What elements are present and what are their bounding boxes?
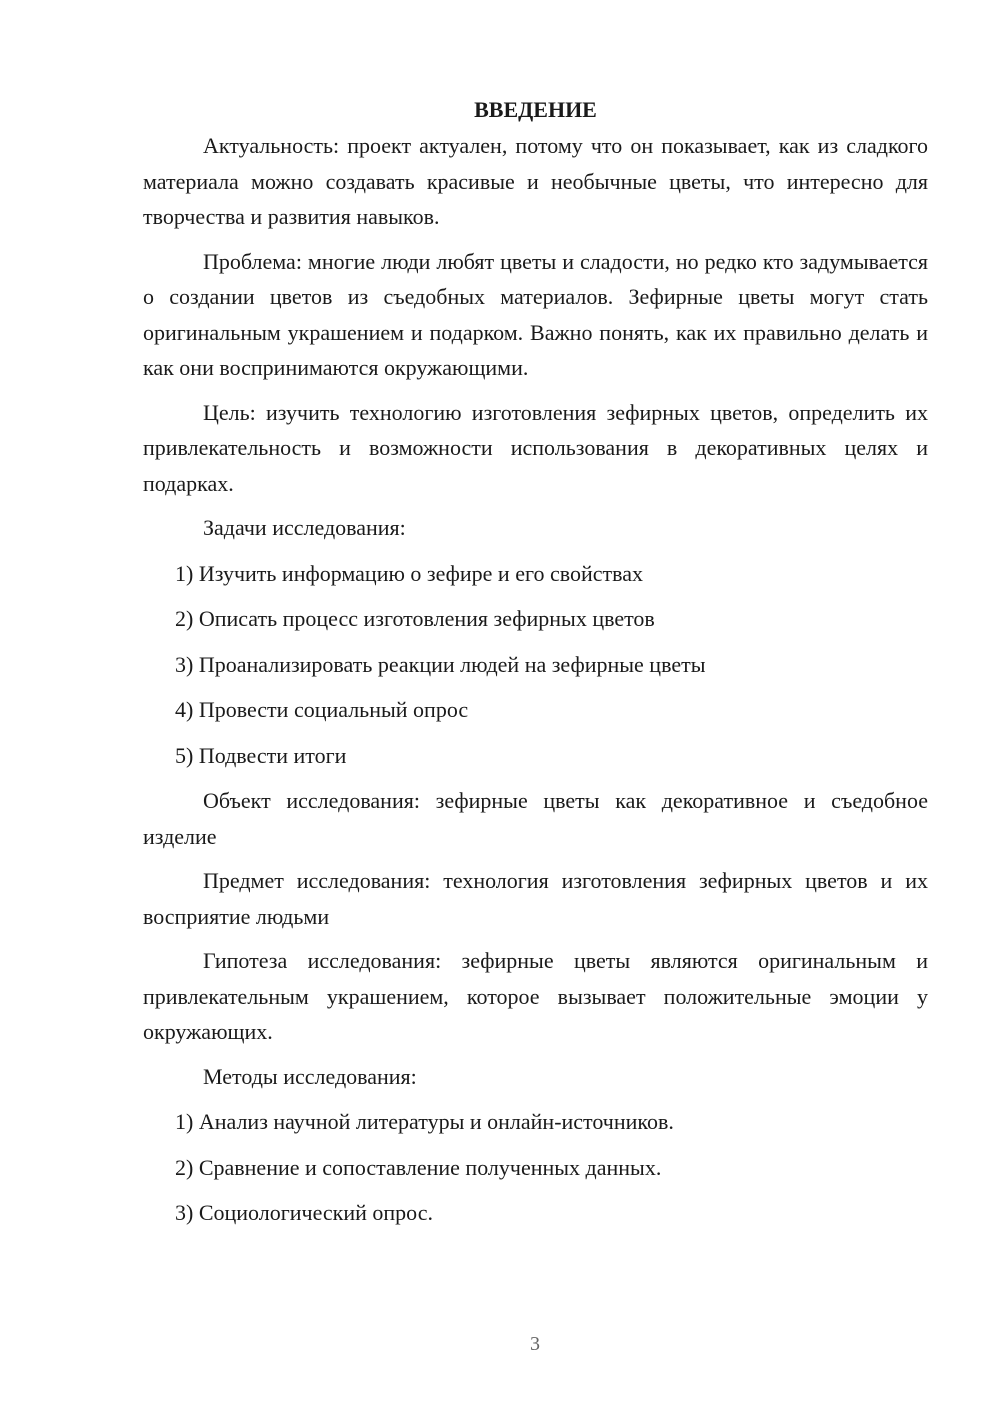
goal-paragraph: Цель: изучить технологию изготовления зефирных цветов, определить их привлекательность и возможности использования в декоративных целях и подарках.	[143, 399, 928, 496]
relevance-paragraph: Актуальность: проект актуален, потому что он показывает, как из сладкого материала можно создавать красивые и необычные цветы, что интересно для творчества и развития навыков.	[143, 133, 928, 229]
page-title: ВВЕДЕНИЕ	[474, 97, 597, 122]
page-number: 3	[530, 1333, 540, 1355]
methods-heading: Методы исследования:	[203, 1063, 417, 1089]
tasks-heading: Задачи исследования:	[203, 515, 406, 540]
list-item: 3) Проанализировать реакции людей на зефирные цветы	[175, 651, 706, 677]
list-item: 1) Анализ научной литературы и онлайн-источников.	[175, 1109, 674, 1134]
list-item: 4) Провести социальный опрос	[175, 697, 469, 722]
list-item: 2) Описать процесс изготовления зефирных цветов	[175, 606, 655, 631]
tasks-list	[143, 556, 928, 774]
object-paragraph: Объект исследования: зефирные цветы как декоративное и съедобное изделие	[143, 788, 928, 849]
list-item: 1) Изучить информацию о зефире и его свойствах	[175, 560, 643, 586]
list-item: 3) Социологический опрос.	[175, 1200, 433, 1225]
hypothesis-paragraph: Гипотеза исследования: зефирные цветы являются оригинальным и привлекательным украшением, которое вызывает положительные эмоции у окружающих.	[143, 948, 928, 1044]
methods-list	[143, 1104, 928, 1231]
problem-paragraph: Проблема: многие люди любят цветы и сладости, но редко кто задумывается о создании цветов из съедобных материалов. Зефирные цветы могут стать оригинальным украшением и подарком. Важно понять, как их правильно делать и как они воспринимаются окружающими.	[143, 248, 928, 380]
document-page	[143, 92, 928, 1241]
list-item: 2) Сравнение и сопоставление полученных данных.	[175, 1154, 662, 1180]
subject-paragraph: Предмет исследования: технология изготовления зефирных цветов и их восприятие людьми	[143, 868, 928, 929]
list-item: 5) Подвести итоги	[175, 742, 347, 768]
